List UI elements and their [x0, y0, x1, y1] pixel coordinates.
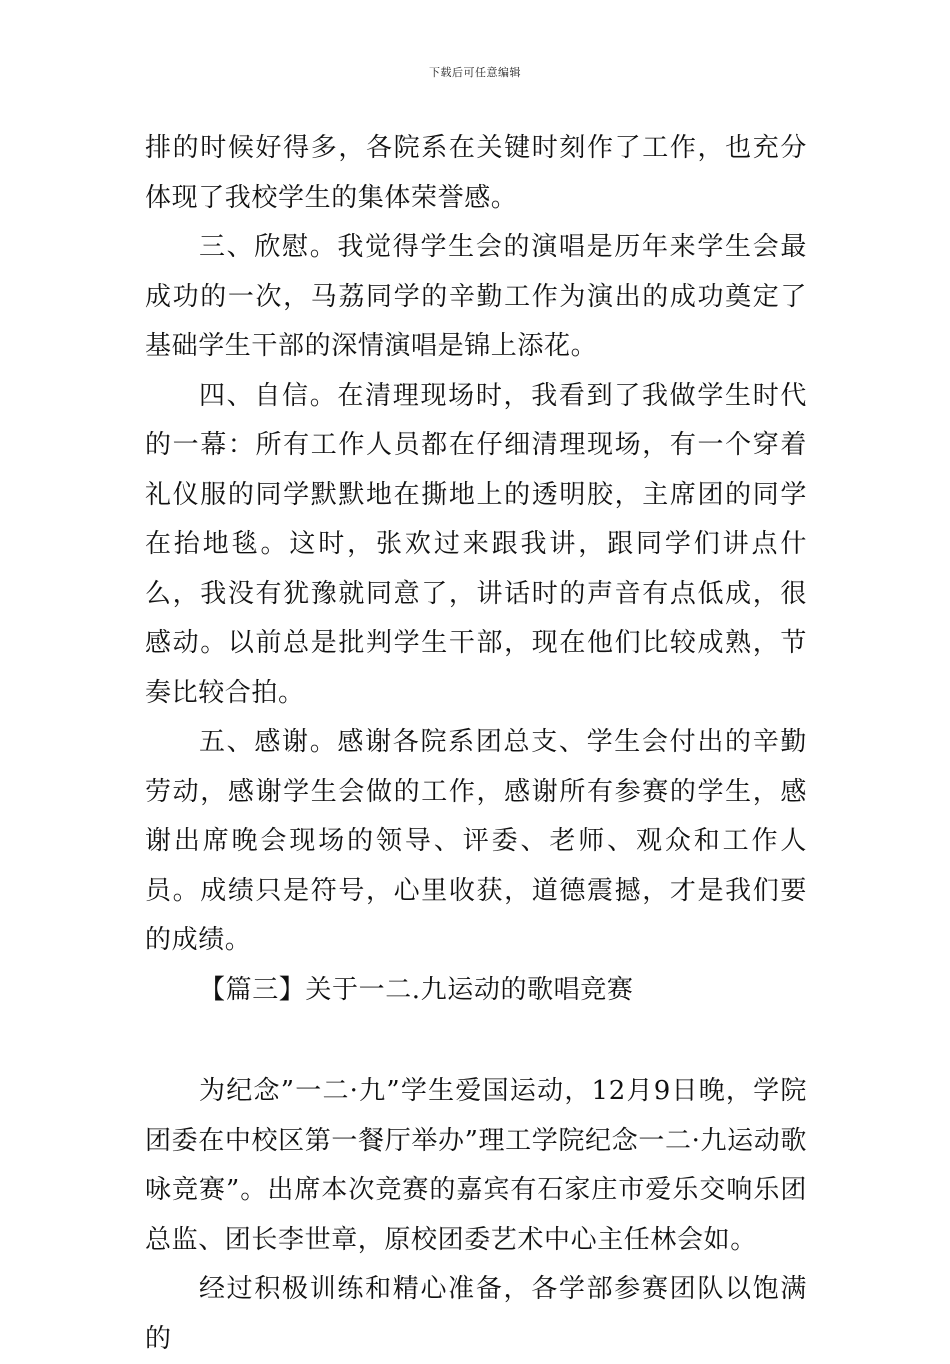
paragraph-continuation: 排的时候好得多，各院系在关键时刻作了工作，也充分体现了我校学生的集体荣誉感。 [145, 133, 807, 213]
paragraph-section-four: 四、自信。在清理现场时，我看到了我做学生时代的一幕：所有工作人员都在仔细清理现场，有一个穿着礼仪服的同学默默地在撕地上的透明胶，主席团的同学在抬地毯。这时，张欢过来跟我讲，跟同学们讲点什么，我没有犹豫就同意了，讲话时的声音有点低成，很感动。以前总是批判学生干部，现在他们比较成熟，节奏比较合拍。 [145, 380, 807, 708]
blank-line [145, 1015, 807, 1067]
page-header: 下载后可任意编辑 [429, 66, 521, 79]
document-body [145, 124, 807, 1364]
section-heading: 【篇三】关于一二.九运动的歌唱竞赛 [199, 974, 634, 1005]
paragraph-continued: 经过积极训练和精心准备，各学部参赛团队以饱满的 [145, 1274, 807, 1354]
paragraph-section-three: 三、欣慰。我觉得学生会的演唱是历年来学生会最成功的一次，马荔同学的辛勤工作为演出的成功奠定了基础学生干部的深情演唱是锦上添花。 [145, 232, 807, 361]
paragraph-section-five: 五、感谢。感谢各院系团总支、学生会付出的辛勤劳动，感谢学生会做的工作，感谢所有参赛的学生，感谢出席晚会现场的领导、评委、老师、观众和工作人员。成绩只是符号，心里收获，道德震撼，才是我们要的成绩。 [145, 727, 807, 955]
paragraph-intro: 为纪念”一二·九”学生爱国运动，12月9日晚，学院团委在中校区第一餐厅举办”理工学院纪念一二·九运动歌咏竞赛”。出席本次竞赛的嘉宾有石家庄市爱乐交响乐团总监、团长李世章，原校团委艺术中心主任林会如。 [145, 1076, 807, 1255]
